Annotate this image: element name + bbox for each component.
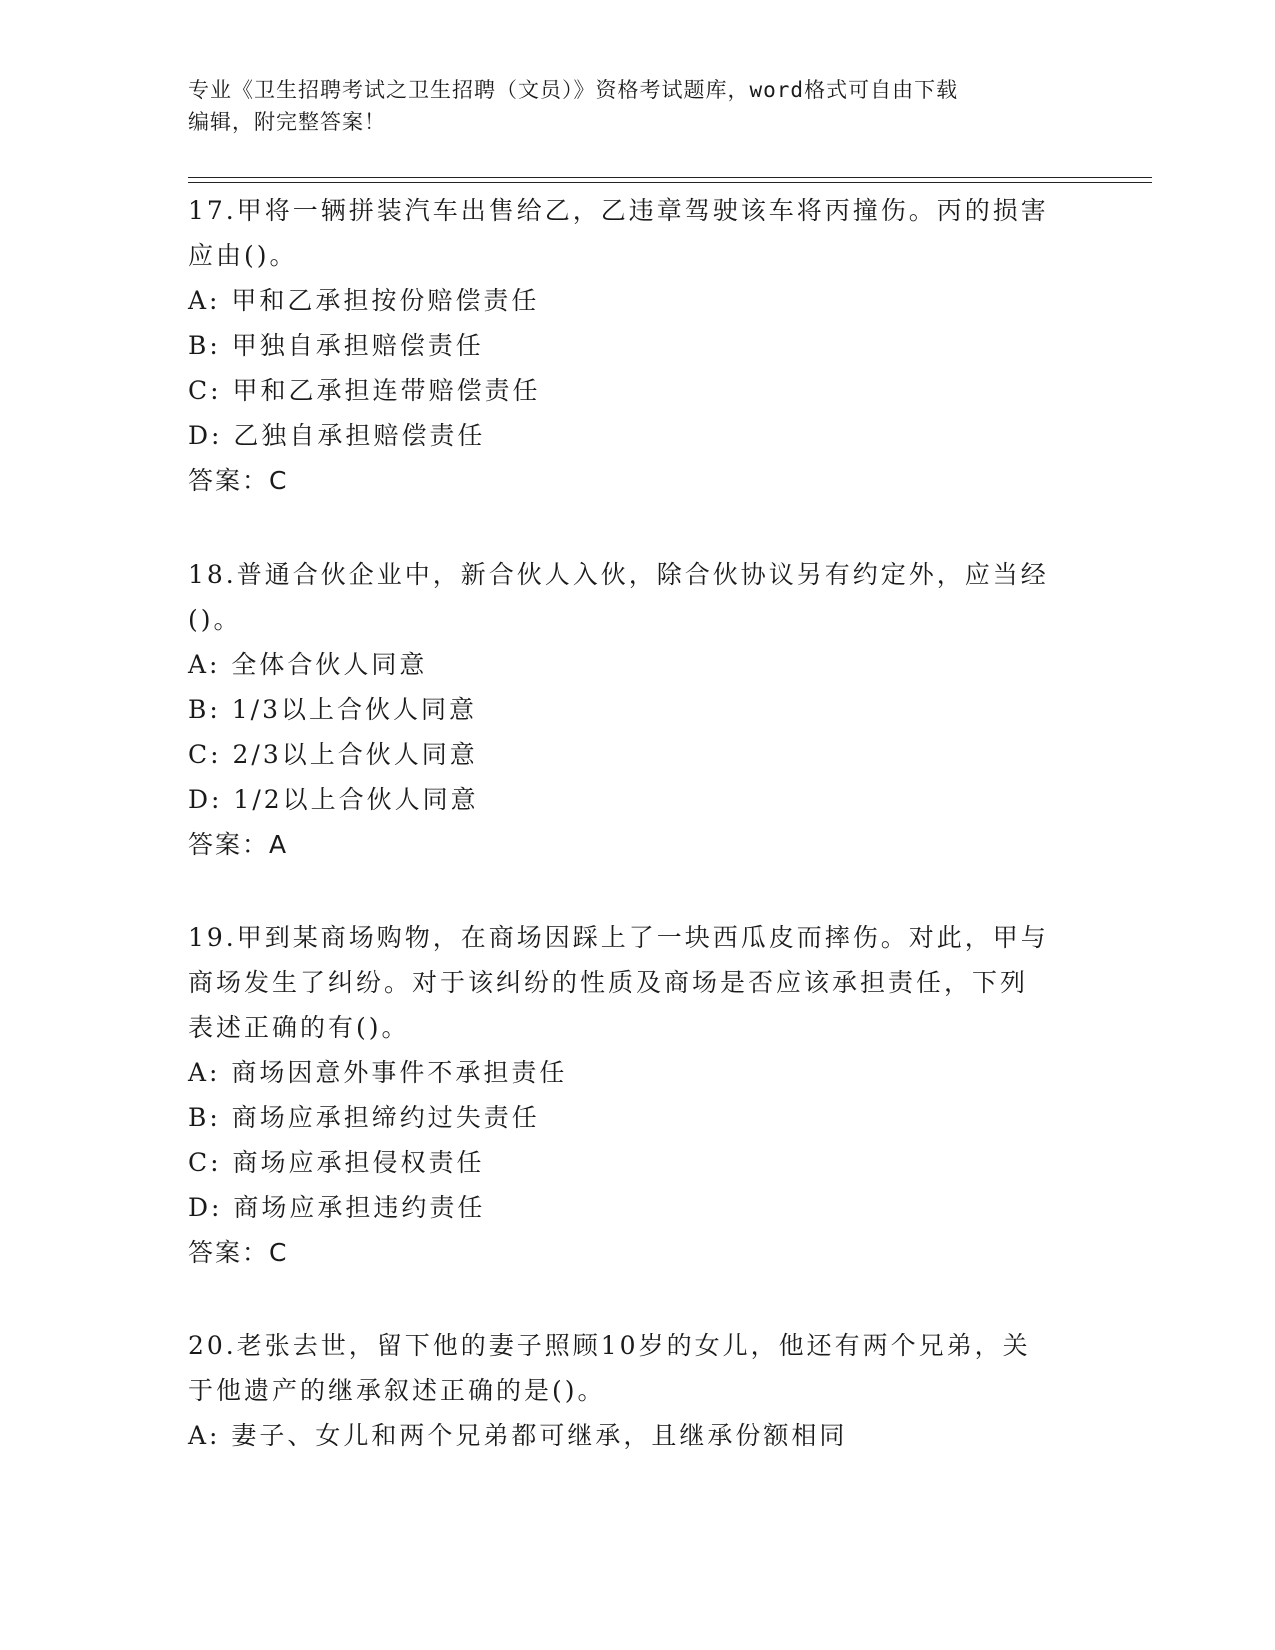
question-stem-line: 于他遗产的继承叙述正确的是()。 bbox=[188, 1376, 606, 1405]
option-c: C: 甲和乙承担连带赔偿责任 bbox=[188, 376, 541, 405]
question-17 bbox=[188, 188, 1088, 503]
option-a: A: 全体合伙人同意 bbox=[188, 650, 428, 679]
option-c: C: 商场应承担侵权责任 bbox=[188, 1148, 485, 1177]
answer: 答案：C bbox=[188, 466, 289, 495]
question-stem-line: 表述正确的有()。 bbox=[188, 1013, 410, 1042]
header-divider-bottom bbox=[188, 182, 1152, 183]
question-20 bbox=[188, 1323, 1088, 1458]
question-stem-line: 20.老张去世，留下他的妻子照顾10岁的女儿，他还有两个兄弟，关 bbox=[188, 1331, 1031, 1360]
option-a: A: 妻子、女儿和两个兄弟都可继承，且继承份额相同 bbox=[188, 1421, 848, 1450]
option-d: D: 乙独自承担赔偿责任 bbox=[188, 421, 486, 450]
question-stem-line: 商场发生了纠纷。对于该纠纷的性质及商场是否应该承担责任，下列 bbox=[188, 968, 1029, 997]
header-line-2: 编辑，附完整答案！ bbox=[188, 110, 386, 134]
question-stem-line: 18.普通合伙企业中，新合伙人入伙，除合伙协议另有约定外，应当经 bbox=[188, 560, 1049, 589]
option-c: C: 2/3以上合伙人同意 bbox=[188, 740, 478, 769]
header-line-1: 专业《卫生招聘考试之卫生招聘（文员）》资格考试题库，word格式可自由下载 bbox=[188, 78, 959, 102]
option-a: A: 商场因意外事件不承担责任 bbox=[188, 1058, 568, 1087]
question-18 bbox=[188, 552, 1088, 867]
question-stem-line: ()。 bbox=[188, 605, 242, 634]
option-d: D: 1/2以上合伙人同意 bbox=[188, 785, 479, 814]
question-19 bbox=[188, 915, 1088, 1275]
question-stem-line: 17.甲将一辆拼装汽车出售给乙，乙违章驾驶该车将丙撞伤。丙的损害 bbox=[188, 196, 1049, 225]
header-divider-top bbox=[188, 177, 1152, 178]
option-b: B: 甲独自承担赔偿责任 bbox=[188, 331, 484, 360]
answer: 答案：A bbox=[188, 830, 289, 859]
option-d: D: 商场应承担违约责任 bbox=[188, 1193, 486, 1222]
option-b: B: 1/3以上合伙人同意 bbox=[188, 695, 477, 724]
question-stem-line: 19.甲到某商场购物，在商场因踩上了一块西瓜皮而摔伤。对此，甲与 bbox=[188, 923, 1049, 952]
option-b: B: 商场应承担缔约过失责任 bbox=[188, 1103, 540, 1132]
question-stem-line: 应由()。 bbox=[188, 241, 298, 270]
option-a: A: 甲和乙承担按份赔偿责任 bbox=[188, 286, 540, 315]
answer: 答案：C bbox=[188, 1238, 289, 1267]
document-header bbox=[188, 74, 1088, 138]
